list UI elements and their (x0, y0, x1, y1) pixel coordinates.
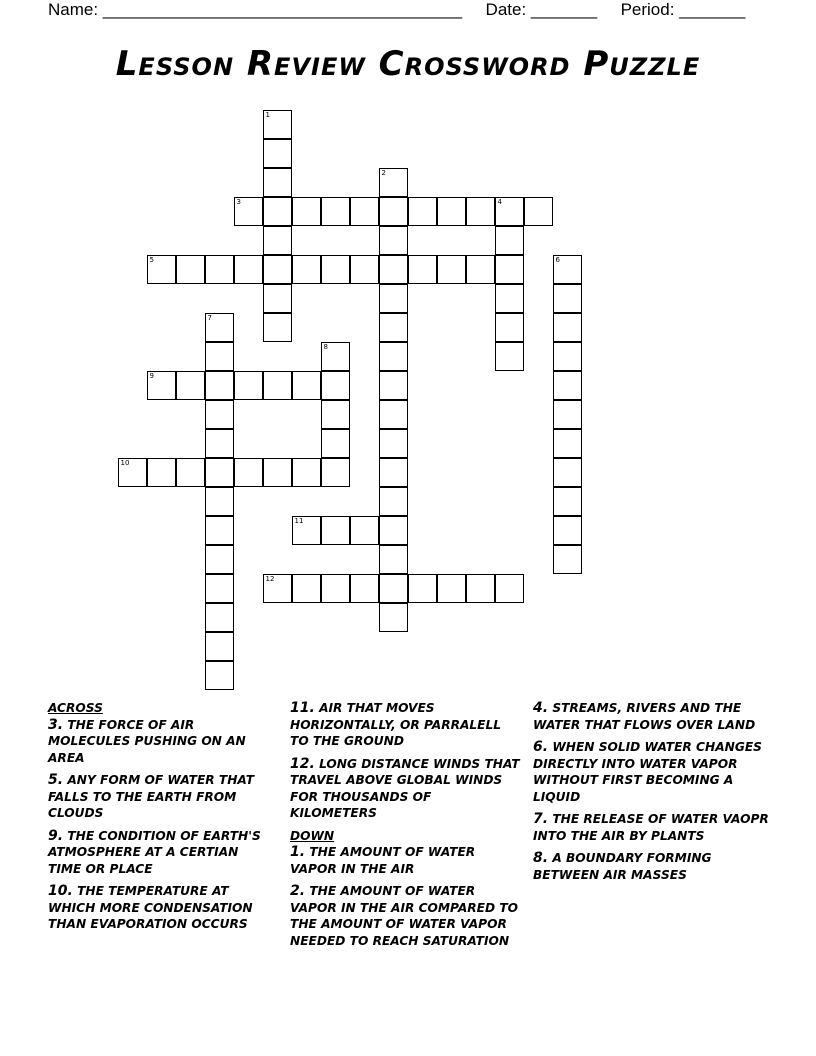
clue-down-1: 1. THE AMOUNT OF WATER VAPOR IN THE AIR (290, 844, 476, 876)
grid-cell[interactable] (176, 255, 205, 284)
student-info-header (48, 0, 745, 20)
clue-number: 4 (497, 198, 502, 206)
grid-cell[interactable] (234, 255, 263, 284)
grid-cell[interactable] (205, 545, 234, 574)
grid-cell[interactable] (495, 342, 524, 371)
grid-cell[interactable] (553, 487, 582, 516)
grid-cell[interactable] (263, 168, 292, 197)
down-heading: DOWN (290, 828, 335, 843)
grid-cell[interactable] (176, 371, 205, 400)
grid-cell[interactable] (524, 197, 553, 226)
grid-cell[interactable] (292, 574, 321, 603)
grid-cell[interactable] (205, 661, 234, 690)
grid-cell[interactable] (379, 574, 408, 603)
grid-cell[interactable] (292, 197, 321, 226)
grid-cell[interactable] (437, 255, 466, 284)
page-title: Lesson Review Crossword Puzzle (115, 44, 701, 84)
grid-cell[interactable] (205, 400, 234, 429)
grid-cell[interactable] (553, 371, 582, 400)
grid-cell[interactable] (553, 458, 582, 487)
clue-across-11: 11. AIR THAT MOVES HORIZONTALLY, OR PARRALELL TO THE GROUND (290, 700, 502, 748)
grid-cell[interactable] (350, 255, 379, 284)
clue-down-8: 8. A BOUNDARY FORMING BETWEEN AIR MASSES (533, 850, 712, 882)
grid-cell[interactable] (379, 545, 408, 574)
date-field[interactable]: Date: _______ (485, 0, 598, 19)
grid-cell[interactable] (437, 574, 466, 603)
grid-cell[interactable] (263, 110, 292, 139)
grid-cell[interactable] (408, 574, 437, 603)
grid-cell[interactable] (379, 400, 408, 429)
clue-down-2: 2. THE AMOUNT OF WATER VAPOR IN THE AIR COMPARED TO THE AMOUNT OF WATER VAPOR NEEDED TO REACH SATURATION (290, 883, 519, 948)
grid-cell[interactable] (292, 516, 321, 545)
grid-cell[interactable] (321, 342, 350, 371)
grid-cell[interactable] (379, 603, 408, 632)
grid-cell[interactable] (292, 255, 321, 284)
grid-cell[interactable] (205, 603, 234, 632)
clue-down-7: 7. THE RELEASE OF WATER VAOPR INTO THE AIR BY PLANTS (533, 811, 769, 843)
grid-cell[interactable] (495, 255, 524, 284)
grid-cell[interactable] (379, 168, 408, 197)
grid-cell[interactable] (495, 284, 524, 313)
grid-cell[interactable] (205, 255, 234, 284)
grid-cell[interactable] (553, 255, 582, 284)
clues-column-1 (48, 700, 268, 939)
grid-cell[interactable] (263, 574, 292, 603)
grid-cell[interactable] (263, 371, 292, 400)
clue-number: 8 (323, 343, 328, 351)
grid-cell[interactable] (205, 458, 234, 487)
grid-cell[interactable] (321, 458, 350, 487)
grid-cell[interactable] (553, 429, 582, 458)
grid-cell[interactable] (234, 458, 263, 487)
grid-cell[interactable] (147, 458, 176, 487)
grid-cell[interactable] (553, 545, 582, 574)
grid-cell[interactable] (466, 574, 495, 603)
grid-cell[interactable] (379, 371, 408, 400)
clue-number: 3 (236, 198, 241, 206)
grid-cell[interactable] (553, 400, 582, 429)
grid-cell[interactable] (379, 458, 408, 487)
grid-cell[interactable] (495, 226, 524, 255)
grid-cell[interactable] (321, 371, 350, 400)
grid-cell[interactable] (321, 197, 350, 226)
clue-number: 2 (381, 169, 386, 177)
clue-number: 12 (265, 575, 275, 583)
grid-cell[interactable] (263, 313, 292, 342)
grid-cell[interactable] (379, 284, 408, 313)
clue-number: 5 (149, 256, 154, 264)
grid-cell[interactable] (205, 487, 234, 516)
grid-cell[interactable] (205, 429, 234, 458)
clue-down-6: 6. WHEN SOLID WATER CHANGES DIRECTLY INTO WATER VAPOR WITHOUT FIRST BECOMING A LIQUID (533, 739, 762, 804)
grid-cell[interactable] (495, 197, 524, 226)
grid-cell[interactable] (263, 284, 292, 313)
grid-cell[interactable] (408, 255, 437, 284)
grid-cell[interactable] (379, 255, 408, 284)
clue-across-10: 10. THE TEMPERATURE AT WHICH MORE CONDENSATION THAN EVAPORATION OCCURS (48, 883, 253, 931)
grid-cell[interactable] (205, 371, 234, 400)
grid-cell[interactable] (321, 516, 350, 545)
clue-number: 1 (265, 111, 270, 119)
grid-cell[interactable] (379, 313, 408, 342)
grid-cell[interactable] (350, 197, 379, 226)
grid-cell[interactable] (263, 197, 292, 226)
name-field[interactable]: Name: ______________________________________ (48, 0, 463, 19)
clue-number: 6 (555, 256, 560, 264)
clues-column-2 (290, 700, 522, 955)
period-field[interactable]: Period: _______ (620, 0, 746, 19)
clue-number: 10 (120, 459, 130, 467)
grid-cell[interactable] (263, 458, 292, 487)
clue-number: 9 (149, 372, 154, 380)
grid-cell[interactable] (495, 313, 524, 342)
clues-column-3 (533, 700, 773, 889)
grid-cell[interactable] (553, 342, 582, 371)
grid-cell[interactable] (408, 197, 437, 226)
clue-across-9: 9. THE CONDITION OF EARTH'S ATMOSPHERE AT A CERTIAN TIME OR PLACE (48, 827, 261, 876)
grid-cell[interactable] (205, 632, 234, 661)
grid-cell[interactable] (379, 226, 408, 255)
grid-cell[interactable] (379, 342, 408, 371)
clue-across-5: 5. ANY FORM OF WATER THAT FALLS TO THE EARTH FROM CLOUDS (48, 772, 255, 820)
grid-cell[interactable] (147, 255, 176, 284)
grid-cell[interactable] (553, 516, 582, 545)
clue-number: 11 (294, 517, 304, 525)
grid-cell[interactable] (553, 313, 582, 342)
clue-down-4: 4. STREAMS, RIVERS AND THE WATER THAT FLOWS OVER LAND (533, 700, 756, 732)
clue-number: 7 (207, 314, 212, 322)
grid-cell[interactable] (234, 371, 263, 400)
grid-cell[interactable] (379, 197, 408, 226)
grid-cell[interactable] (437, 197, 466, 226)
grid-cell[interactable] (205, 313, 234, 342)
grid-cell[interactable] (379, 487, 408, 516)
grid-cell[interactable] (495, 574, 524, 603)
clue-across-3: 3. THE FORCE OF AIR MOLECULES PUSHING ON AN AREA (48, 716, 246, 765)
clue-across-12: 12. LONG DISTANCE WINDS THAT TRAVEL ABOVE GLOBAL WINDS FOR THOUSANDS OF KILOMETERS (290, 755, 520, 820)
grid-cell[interactable] (350, 516, 379, 545)
grid-cell[interactable] (466, 197, 495, 226)
grid-cell[interactable] (321, 429, 350, 458)
grid-cell[interactable] (379, 516, 408, 545)
grid-cell[interactable] (350, 574, 379, 603)
grid-cell[interactable] (321, 574, 350, 603)
grid-cell[interactable] (292, 371, 321, 400)
grid-cell[interactable] (176, 458, 205, 487)
grid-cell[interactable] (292, 458, 321, 487)
grid-cell[interactable] (118, 458, 147, 487)
grid-cell[interactable] (553, 284, 582, 313)
grid-cell[interactable] (205, 516, 234, 545)
grid-cell[interactable] (205, 342, 234, 371)
grid-cell[interactable] (205, 574, 234, 603)
grid-cell[interactable] (466, 255, 495, 284)
across-heading: ACROSS (48, 701, 103, 715)
grid-cell[interactable] (379, 429, 408, 458)
grid-cell[interactable] (234, 197, 263, 226)
grid-cell[interactable] (321, 400, 350, 429)
grid-cell[interactable] (263, 255, 292, 284)
grid-cell[interactable] (321, 255, 350, 284)
grid-cell[interactable] (263, 226, 292, 255)
grid-cell[interactable] (263, 139, 292, 168)
grid-cell[interactable] (147, 371, 176, 400)
